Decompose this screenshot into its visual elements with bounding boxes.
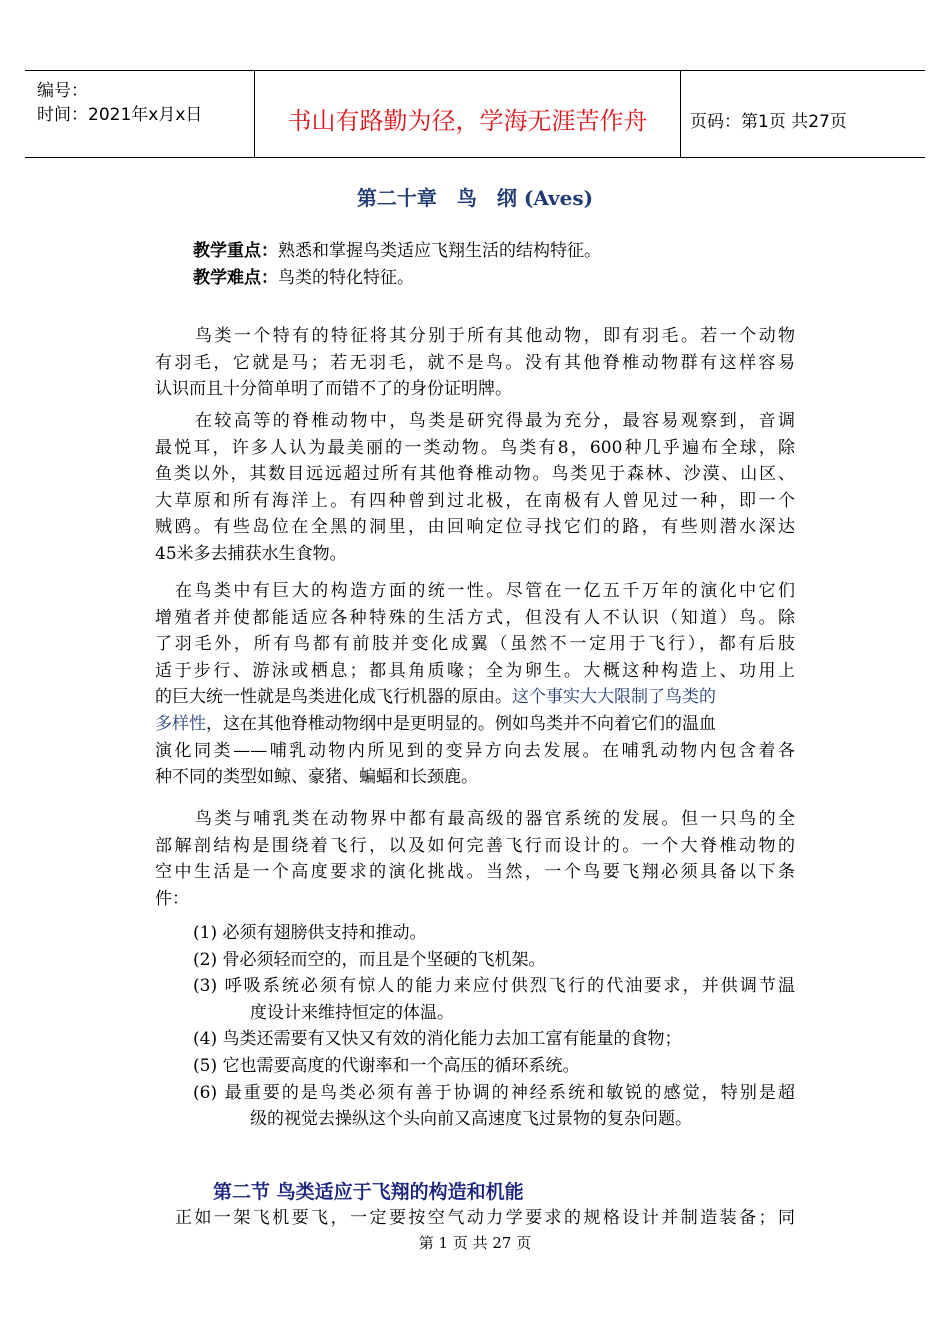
paragraph-line: 鸟类一个特有的特征将其分别于所有其他动物，即有羽毛。若一个动物 bbox=[195, 326, 795, 346]
chapter-title: 第二十章 鸟 纲 (Aves) bbox=[356, 186, 594, 210]
teaching-focus-line bbox=[193, 238, 813, 265]
paragraph-3 bbox=[155, 578, 795, 791]
paragraph-1 bbox=[155, 323, 795, 403]
paragraph-4 bbox=[155, 806, 795, 912]
paragraph-line: 在较高等的脊椎动物中，鸟类是研究得最为充分，最容易观察到，音调 bbox=[195, 411, 795, 431]
paragraph-line: 大草原和所有海洋上。有四种曾到过北极，在南极有人曾见过一种，即一个 bbox=[155, 490, 795, 511]
teaching-difficulty-text: 鸟类的特化特征。 bbox=[278, 267, 414, 288]
paragraph-line: 适于步行、游泳或栖息；都具角质喙；全为卵生。大概这种构造上、功用上 bbox=[155, 660, 795, 681]
highlighted-text: 这个事实大大限制了鸟类的 bbox=[512, 687, 716, 708]
header-meta bbox=[37, 79, 202, 127]
paragraph-line: 有羽毛，它就是马；若无羽毛，就不是鸟。没有其他脊椎动物群有这样容易 bbox=[155, 352, 795, 373]
list-item: (5) 它也需要高度的代谢率和一个高压的循环系统。 bbox=[193, 1055, 580, 1076]
paragraph-line bbox=[155, 684, 795, 711]
paragraph-line: 在鸟类中有巨大的构造方面的统一性。尽管在一亿五千万年的演化中它们 bbox=[175, 581, 795, 601]
list-item: (2) 骨必须轻而空的，而且是个坚硬的飞机架。 bbox=[193, 949, 546, 970]
paragraph-text: 的巨大统一性就是鸟类进化成飞行机器的原由。 bbox=[155, 687, 512, 708]
list-item: (3) 呼吸系统必须有惊人的能力来应付供烈飞行的代油要求，并供调节温 bbox=[193, 976, 795, 997]
serial-number-label: 编号： bbox=[37, 81, 88, 101]
list-item-continuation: 度设计来维持恒定的体温。 bbox=[250, 1002, 454, 1023]
paragraph-line: 贼鸥。有些岛位在全黑的洞里，由回响定位寻找它们的路，有些则潜水深达 bbox=[155, 517, 795, 538]
conditions-list bbox=[193, 920, 795, 1133]
paragraph-line: 空中生活是一个高度要求的演化挑战。当然，一个鸟要飞翔必须具备以下条 bbox=[155, 862, 795, 883]
highlighted-text: 多样性 bbox=[155, 713, 206, 734]
teaching-difficulty-label: 教学难点： bbox=[193, 267, 278, 288]
paragraph-text: ，这在其他脊椎动物纲中是更明显的。例如鸟类并不向着它们的温血 bbox=[206, 713, 716, 734]
paragraph-2 bbox=[155, 408, 795, 568]
page-footer: 第 1 页 共 27 页 bbox=[418, 1234, 532, 1252]
paragraph-line: 种不同的类型如鲸、豪猪、蝙蝠和长颈鹿。 bbox=[155, 767, 478, 788]
header-page-number: 页码：第1页 共27页 bbox=[690, 112, 847, 132]
section-heading: 第二节 鸟类适应于飞翔的构造和机能 bbox=[213, 1181, 524, 1203]
paragraph-line: 鱼类以外，其数目远远超过所有其他脊椎动物。鸟类见于森林、沙漠、山区、 bbox=[155, 464, 795, 485]
document-header bbox=[25, 70, 925, 158]
teaching-focus-text: 熟悉和掌握鸟类适应飞翔生活的结构特征。 bbox=[278, 241, 601, 261]
paragraph-line: 件： bbox=[155, 888, 189, 909]
paragraph-line: 了羽毛外，所有鸟都有前肢并变化成翼（虽然不一定用于飞行），都有后肢 bbox=[155, 634, 795, 655]
time-label: 时间：2021年x月x日 bbox=[37, 105, 203, 125]
section-intro bbox=[155, 1205, 795, 1232]
paragraph-line: 增殖者并使都能适应各种特殊的生活方式，但没有人不认识（知道）鸟。除 bbox=[155, 607, 795, 628]
paragraph-line: 正如一架飞机要飞，一定要按空气动力学要求的规格设计并制造装备；同 bbox=[175, 1208, 795, 1228]
teaching-difficulty-line bbox=[193, 265, 813, 292]
paragraph-line bbox=[155, 711, 795, 738]
paragraph-line: 45米多去捕获水生食物。 bbox=[155, 543, 347, 564]
list-item: (1) 必须有翅膀供支持和推动。 bbox=[193, 923, 427, 943]
teaching-focus-block bbox=[193, 238, 813, 291]
list-item: (6) 最重要的是鸟类必须有善于协调的神经系统和敏锐的感觉，特别是超 bbox=[193, 1082, 795, 1103]
list-item: (4) 鸟类还需要有又快又有效的消化能力去加工富有能量的食物； bbox=[193, 1029, 682, 1050]
paragraph-line: 最悦耳，许多人认为最美丽的一类动物。鸟类有8，600种几乎遍布全球，除 bbox=[155, 437, 795, 458]
list-item-continuation: 级的视觉去操纵这个头向前又高速度飞过景物的复杂问题。 bbox=[250, 1109, 692, 1130]
teaching-focus-label: 教学重点： bbox=[193, 241, 278, 261]
paragraph-line: 演化同类——哺乳动物内所见到的变异方向去发展。在哺乳动物内包含着各 bbox=[155, 740, 795, 761]
paragraph-line: 部解剖结构是围绕着飞行，以及如何完善飞行而设计的。一个大脊椎动物的 bbox=[155, 835, 795, 856]
paragraph-line: 鸟类与哺乳类在动物界中都有最高级的器官系统的发展。但一只鸟的全 bbox=[195, 809, 795, 829]
header-divider-right bbox=[680, 71, 681, 157]
paragraph-line: 认识而且十分简单明了而错不了的身份证明牌。 bbox=[155, 379, 512, 400]
header-motto: 书山有路勤为径，学海无涯苦作舟 bbox=[287, 107, 648, 135]
